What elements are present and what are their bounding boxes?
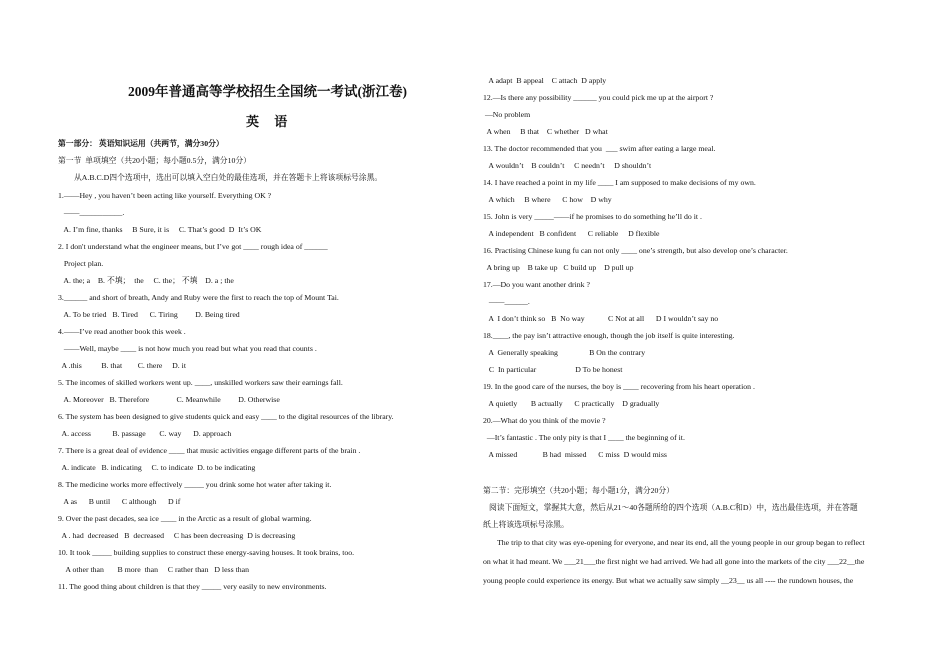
section1-heading: 第一节 单项填空（共20小题；每小题0.5分，满分10分） bbox=[58, 156, 251, 165]
section2-instruction: 纸上将该选项标号涂黑。 bbox=[483, 520, 569, 529]
options-line: A independent B confident C reliable D flexible bbox=[483, 229, 660, 238]
options-line: A. I’m fine, thanks B Sure, it is C. That’s good D It’s OK bbox=[58, 225, 262, 234]
options-line: A. access B. passage C. way D. approach bbox=[58, 429, 232, 438]
options-line: A as B until C although D if bbox=[58, 497, 181, 506]
subject-title: 英 语 bbox=[246, 114, 294, 129]
question-line: 19. In the good care of the nurses, the boy is ____ recovering from his heart operation . bbox=[483, 382, 755, 391]
options-line: A. the; a B. 不填； the C. the； 不填 D. a ; the bbox=[58, 276, 234, 285]
section1-instruction: 从A.B.C.D四个选项中，选出可以填入空白处的最佳选项，并在答题卡上将该项标号涂黑。 bbox=[74, 173, 383, 182]
options-line: A. indicate B. indicating C. to indicate D. to be indicating bbox=[58, 463, 256, 472]
options-line: C In particular D To be honest bbox=[483, 365, 623, 374]
options-line: A .this B. that C. there D. it bbox=[58, 361, 186, 370]
question-line: 5. The incomes of skilled workers went up. ____, unskilled workers saw their earnings fall. bbox=[58, 378, 343, 387]
question-line: 7. There is a great deal of evidence ____ that music activities engage different parts of the brain . bbox=[58, 446, 361, 455]
section2-instruction: 阅读下面短文，掌握其大意，然后从21～40各题所给的四个选项（A.B.C和D）中，选出最佳选项，并在答题 bbox=[489, 503, 858, 512]
question-line: 15. John is very _____——if he promises to do something he’ll do it . bbox=[483, 212, 702, 221]
passage-line: on what it had meant. We ___21___the first night we had arrived. We had all gone into the markets of the city ___22__the bbox=[483, 557, 865, 566]
question-line: 17.—Do you want another drink ? bbox=[483, 280, 590, 289]
options-line: A I don’t think so B No way C Not at all D I wouldn’t say no bbox=[483, 314, 719, 323]
question-line: 10. It took _____ building supplies to construct these energy-saving houses. It took brains, too. bbox=[58, 548, 355, 557]
question-line: 9. Over the past decades, sea ice ____ in the Arctic as a result of global warming. bbox=[58, 514, 312, 523]
options-line: A bring up B take up C build up D pull up bbox=[483, 263, 634, 272]
options-line: A missed B had missed C miss D would miss bbox=[483, 450, 667, 459]
answer-line: ——___________. bbox=[58, 208, 125, 217]
question-line: 6. The system has been designed to give students quick and easy ____ to the digital resources of the library. bbox=[58, 412, 394, 421]
question-line: ——Well, maybe ____ is not how much you read but what you read that counts . bbox=[58, 344, 317, 353]
options-line: A Generally speaking B On the contrary bbox=[483, 348, 646, 357]
options-line: A which B where C how D why bbox=[483, 195, 612, 204]
answer-line: ——______. bbox=[483, 297, 530, 306]
question-line: 13. The doctor recommended that you ___ swim after eating a large meal. bbox=[483, 144, 716, 153]
question-line: 11. The good thing about children is that they _____ very easily to new environments. bbox=[58, 582, 327, 591]
question-line: 20.—What do you think of the movie ? bbox=[483, 416, 606, 425]
question-line: 3.______ and short of breath, Andy and Ruby were the first to reach the top of Mount Tai. bbox=[58, 293, 339, 302]
question-line: 8. The medicine works more effectively _____ you drink some hot water after taking it. bbox=[58, 480, 332, 489]
options-line: A. Moreover B. Therefore C. Meanwhile D. Otherwise bbox=[58, 395, 280, 404]
question-line: 1.——Hey , you haven’t been acting like yourself. Everything OK ? bbox=[58, 191, 272, 200]
options-line: A wouldn’t B couldn’t C needn’t D shouldn’t bbox=[483, 161, 652, 170]
options-line: A quietly B actually C practically D gradually bbox=[483, 399, 660, 408]
question-line: 18.____, the pay isn’t attractive enough, though the job itself is quite interesting. bbox=[483, 331, 735, 340]
question-line: 2. I don't understand what the engineer means, but I’ve got ____ rough idea of ______ bbox=[58, 242, 328, 251]
options-line: A when B that C whether D what bbox=[483, 127, 608, 136]
options-line: A other than B more than C rather than D less than bbox=[58, 565, 249, 574]
passage-line: The trip to that city was eye-opening for everyone, and near its end, all the young people in our group began to reflect bbox=[497, 538, 865, 547]
question-line: 4.——I’ve read another book this week . bbox=[58, 327, 186, 336]
question-line: 16. Practising Chinese kung fu can not only ____ one’s strength, but also develop one’s character. bbox=[483, 246, 788, 255]
passage-line: young people could experience its energy. But what we actually saw simply __23__ us all ---- the rundown houses, the bbox=[483, 576, 854, 585]
question-line: 14. I have reached a point in my life ____ I am supposed to make decisions of my own. bbox=[483, 178, 756, 187]
options-line: A . had decreased B decreased C has been decreasing D is decreasing bbox=[58, 531, 296, 540]
question-line: Project plan. bbox=[58, 259, 104, 268]
exam-title: 2009年普通高等学校招生全国统一考试(浙江卷) bbox=[128, 84, 407, 99]
options-line: A adapt B appeal C attach D apply bbox=[483, 76, 607, 85]
options-line: A. To be tried B. Tired C. Tiring D. Being tired bbox=[58, 310, 240, 319]
part1-heading: 第一部分： 英语知识运用（共两节，满分30分） bbox=[58, 139, 224, 148]
question-line: 12.—Is there any possibility ______ you could pick me up at the airport ? bbox=[483, 93, 714, 102]
question-line: —It’s fantastic . The only pity is that I ____ the beginning of it. bbox=[483, 433, 685, 442]
section2-heading: 第二节：完形填空（共20小题；每小题1分，满分20分） bbox=[483, 486, 675, 495]
answer-line: —No problem bbox=[483, 110, 531, 119]
